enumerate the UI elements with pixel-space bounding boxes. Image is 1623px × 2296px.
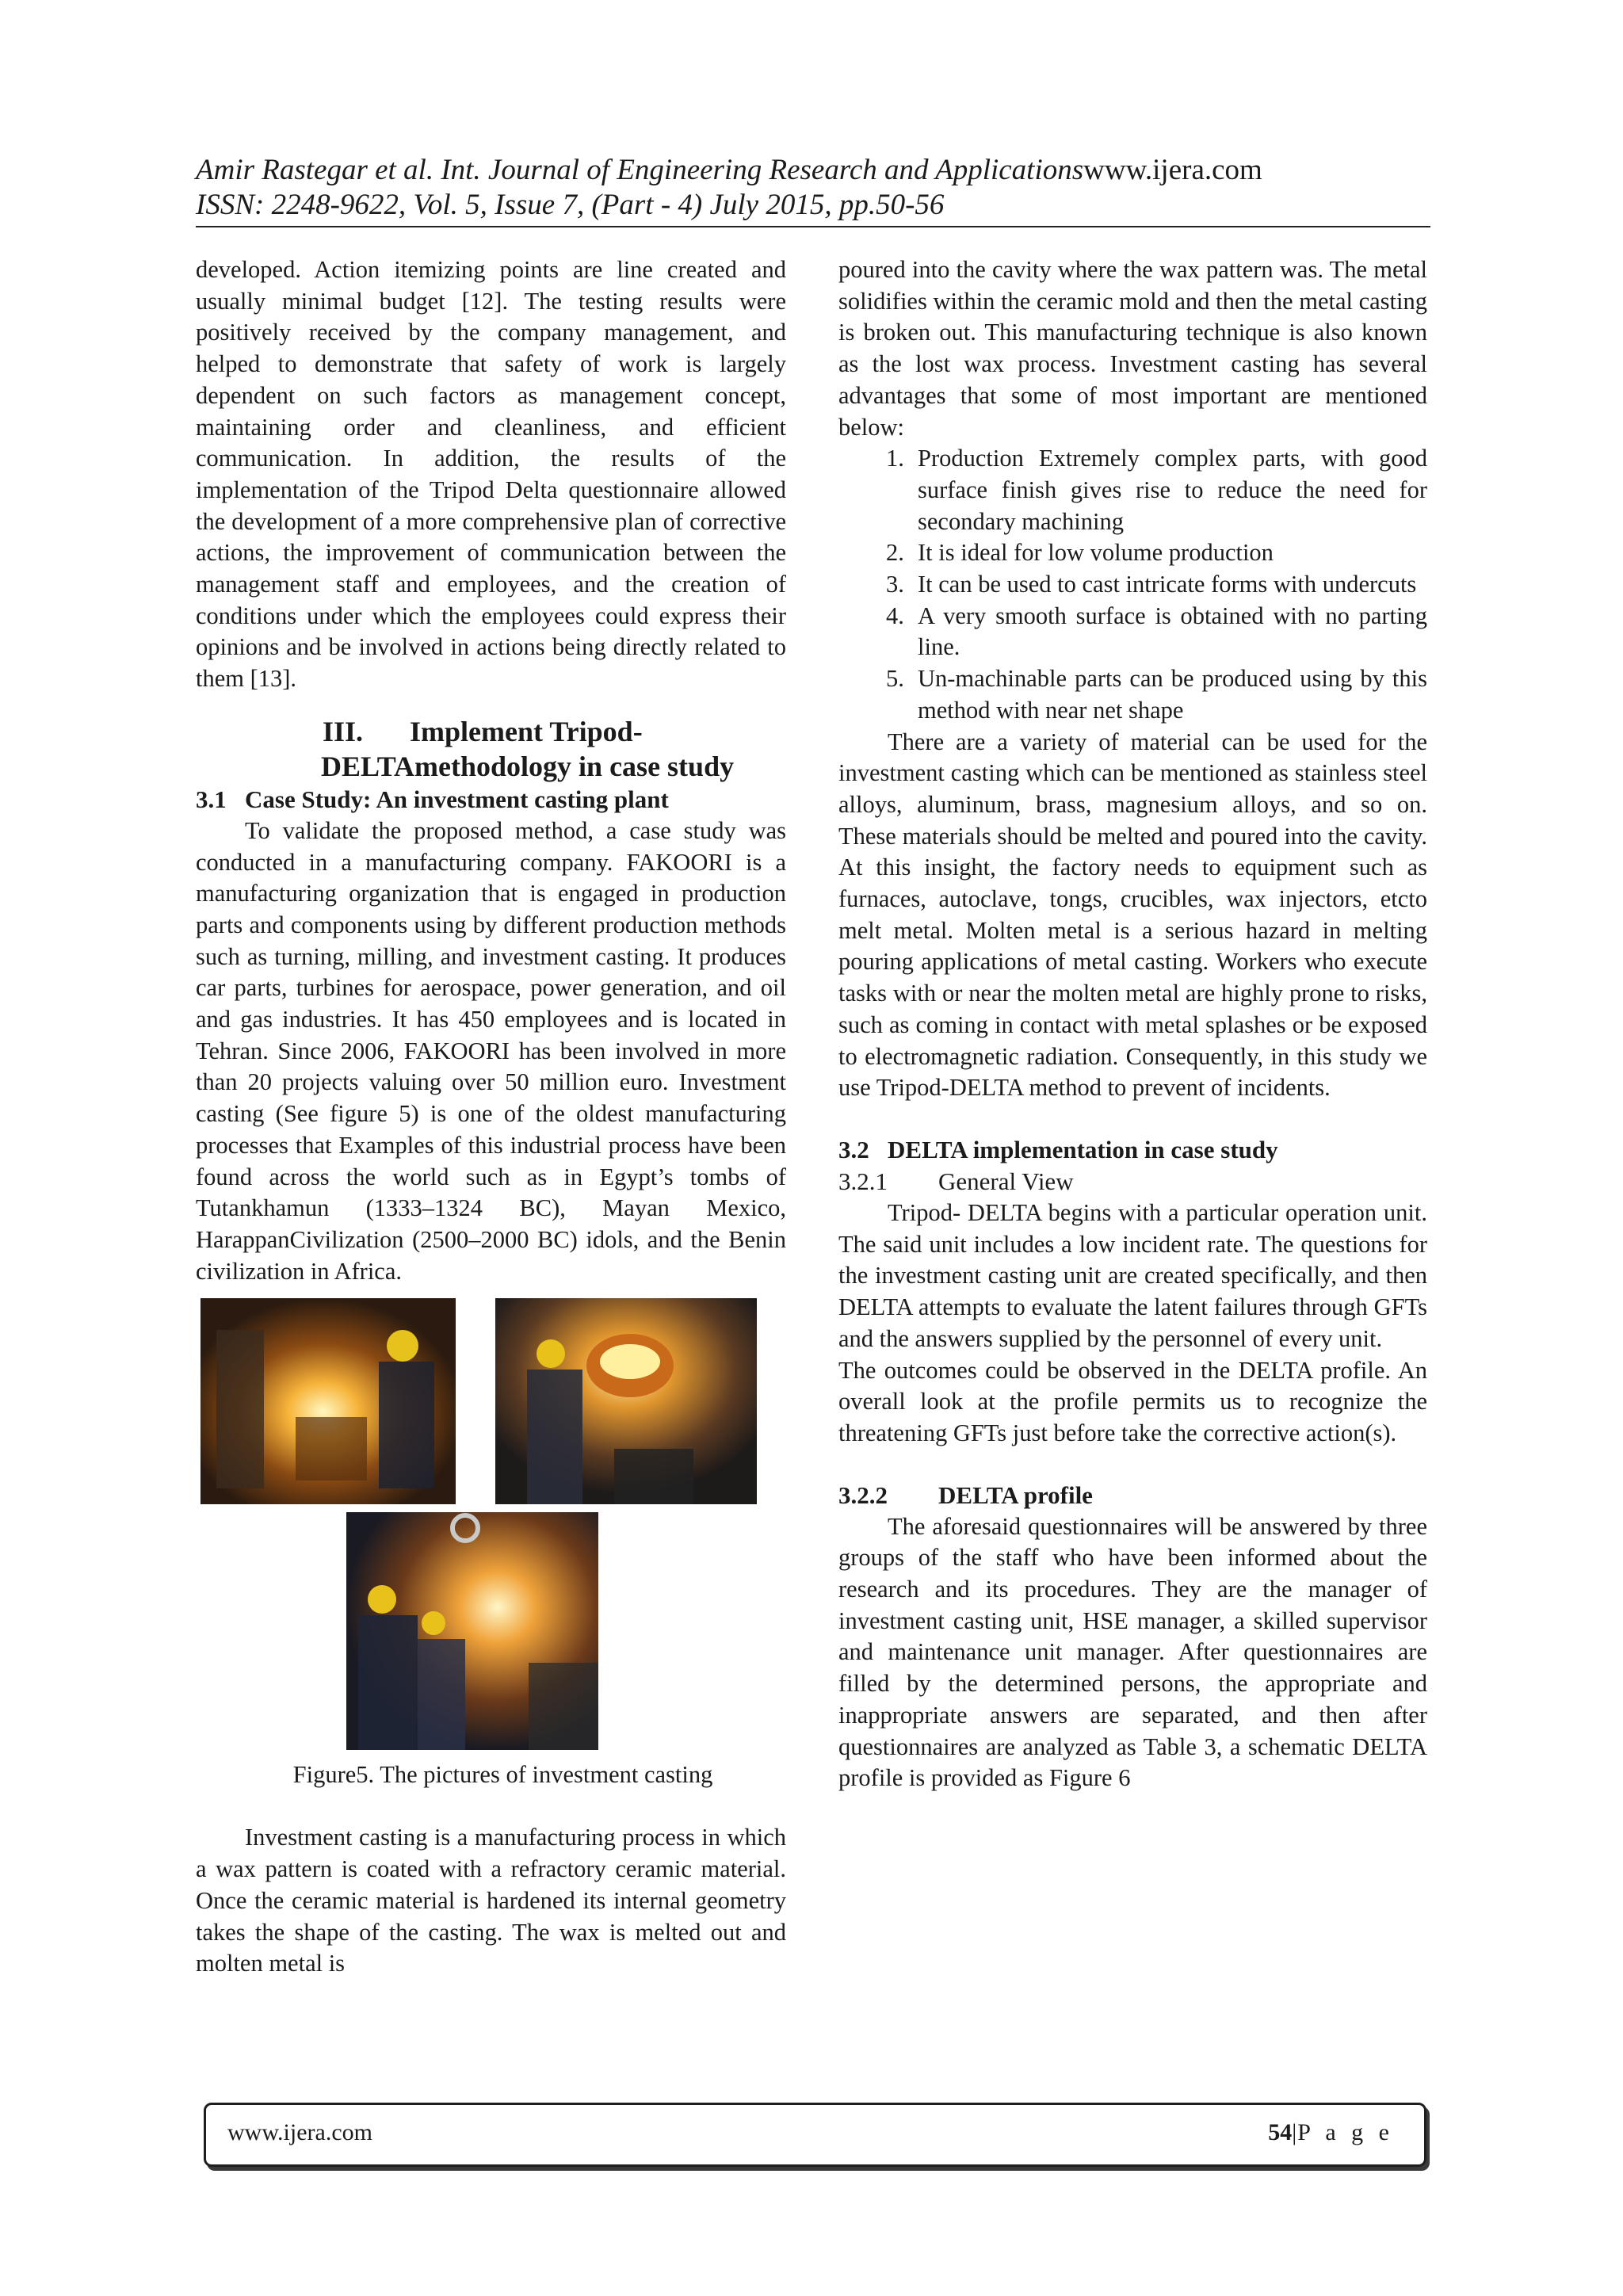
right-paragraph-5: The aforesaid questionnaires will be answered by three groups of the staff who have been informed about the research and its procedures. They are the manager of investment casting unit, HSE manager, a skilled supervisor and maintenance unit manager. After questionnaires are filled by the determined persons, the appropriate and inappropriate answers are separated, and then after questionnaires are analyzed as Table 3, a schematic DELTA profile is provided as Figure 6	[838, 1512, 1427, 1792]
journal-website[interactable]: www.ijera.com	[1083, 154, 1262, 186]
journal-citation-line: Amir Rastegar et al. Int. Journal of Engineering Research and Applicationswww.ijera.com	[196, 154, 1262, 186]
subsection-heading-3-2-1: 3.2.1 General View	[838, 1167, 1074, 1195]
subsection-heading-3-2: 3.2 DELTA implementation in case study	[838, 1135, 1278, 1163]
left-paragraph-1: developed. Action itemizing points are line created and usually minimal budget [12]. The testing results were positively received by the company management, and helped to demonstrate that safety of work is largely dependent on such factors as management concept, maintaining order and cleanliness, and efficient communication. In addition, the results of the implementation of the Tripod Delta questionnaire allowed the development of a more comprehensive plan of corrective actions, the improvement of communication between the management staff and employees, and the creation of conditions under which the employees could express their opinions and be involved in actions being directly related to them [13].	[196, 256, 786, 693]
list-item: 2. It is ideal for low volume production	[886, 539, 1274, 567]
figure-5-photos	[196, 1298, 786, 1752]
section-title-part-b: DELTAmethodology in case study	[321, 750, 735, 782]
list-item: 1. Production Extremely complex parts, with good surface finish gives rise to reduce the need for secondary machining	[886, 445, 1427, 535]
advantages-list	[838, 443, 1427, 726]
left-column	[196, 254, 786, 1980]
issn-line: ISSN: 2248-9622, Vol. 5, Issue 7, (Part - 4) July 2015, pp.50-56	[196, 189, 945, 221]
left-paragraph-2: To validate the proposed method, a case study was conducted in a manufacturing company. FAKOORI is a manufacturing organization that is engaged in production parts and components using by different production methods such as turning, milling, and investment casting. It produces car parts, turbines for aerospace, power generation, and oil and gas industries. It has 450 employees and is located in Tehran. Since 2006, FAKOORI has been involved in more than 20 projects valuing over 50 million euro. Investment casting (See figure 5) is one of the oldest manufacturing processes that Examples of this industrial process have been found across the world such as in Egypt’s tombs of Tutankhamun (1333–1324 BC), Mayan Mexico, HarappanCivilization (2500–2000 BC) idols, and the Benin civilization in Africa.	[196, 816, 786, 1285]
header-rule	[196, 226, 1430, 227]
section-number: III.	[323, 715, 364, 747]
casting-photo-2	[495, 1298, 757, 1504]
right-paragraph-4: The outcomes could be observed in the DELTA profile. An overall look at the profile permits us to recognize the threatening GFTs just before take the corrective action(s).	[838, 1356, 1427, 1446]
footer-website-link[interactable]: www.ijera.com	[227, 2119, 372, 2145]
section-heading-iii	[196, 714, 786, 784]
right-paragraph-2: There are a variety of material can be used for the investment casting which can be mentioned as stainless steel alloys, aluminum, brass, magnesium alloys, and so on. These materials should be melted and poured into the cavity. At this insight, the factory needs to equipment such as furnaces, autoclave, tongs, crucibles, wax injectors, etcto melt metal. Molten metal is a serious hazard in melting pouring applications of metal casting. Workers who execute tasks with or near the molten metal are highly prone to risks, such as coming in contact with metal splashes or be exposed to electromagnetic radiation. Consequently, in this study we use Tripod-DELTA method to prevent of incidents.	[838, 728, 1427, 1102]
subsection-heading-3-1: 3.1 Case Study: An investment casting plant	[196, 785, 669, 813]
figure-5-caption: Figure5. The pictures of investment casting	[292, 1761, 713, 1789]
list-item: 3. It can be used to cast intricate forms with undercuts	[886, 571, 1417, 598]
casting-photo-1	[200, 1298, 456, 1504]
list-item: 4. A very smooth surface is obtained with no parting line.	[886, 602, 1427, 661]
page-footer	[204, 2103, 1426, 2167]
page-number: 54|P a g e	[1268, 2119, 1394, 2145]
right-paragraph-3: Tripod- DELTA begins with a particular operation unit. The said unit includes a low incident rate. The questions for the investment casting unit are created specifically, and then DELTA attempts to evaluate the latent failures through GFTs and the answers supplied by the personnel of every unit.	[838, 1198, 1427, 1352]
casting-photo-3	[346, 1512, 598, 1750]
right-column	[838, 254, 1427, 1794]
list-item: 5. Un-machinable parts can be produced using by this method with near net shape	[886, 665, 1427, 724]
right-paragraph-1: poured into the cavity where the wax pattern was. The metal solidifies within the ceramic mold and then the metal casting is broken out. This manufacturing technique is also known as the lost wax process. Investment casting has several advantages that some of most important are mentioned below:	[838, 256, 1427, 441]
left-paragraph-3: Investment casting is a manufacturing process in which a wax pattern is coated with a refractory ceramic material. Once the ceramic material is hardened its internal geometry takes the shape of the casting. The wax is melted out and molten metal is	[196, 1824, 786, 1977]
running-header	[196, 153, 1430, 223]
subsection-heading-3-2-2: 3.2.2 DELTA profile	[838, 1480, 1093, 1509]
section-title-part-a: Implement Tripod-	[410, 715, 643, 747]
